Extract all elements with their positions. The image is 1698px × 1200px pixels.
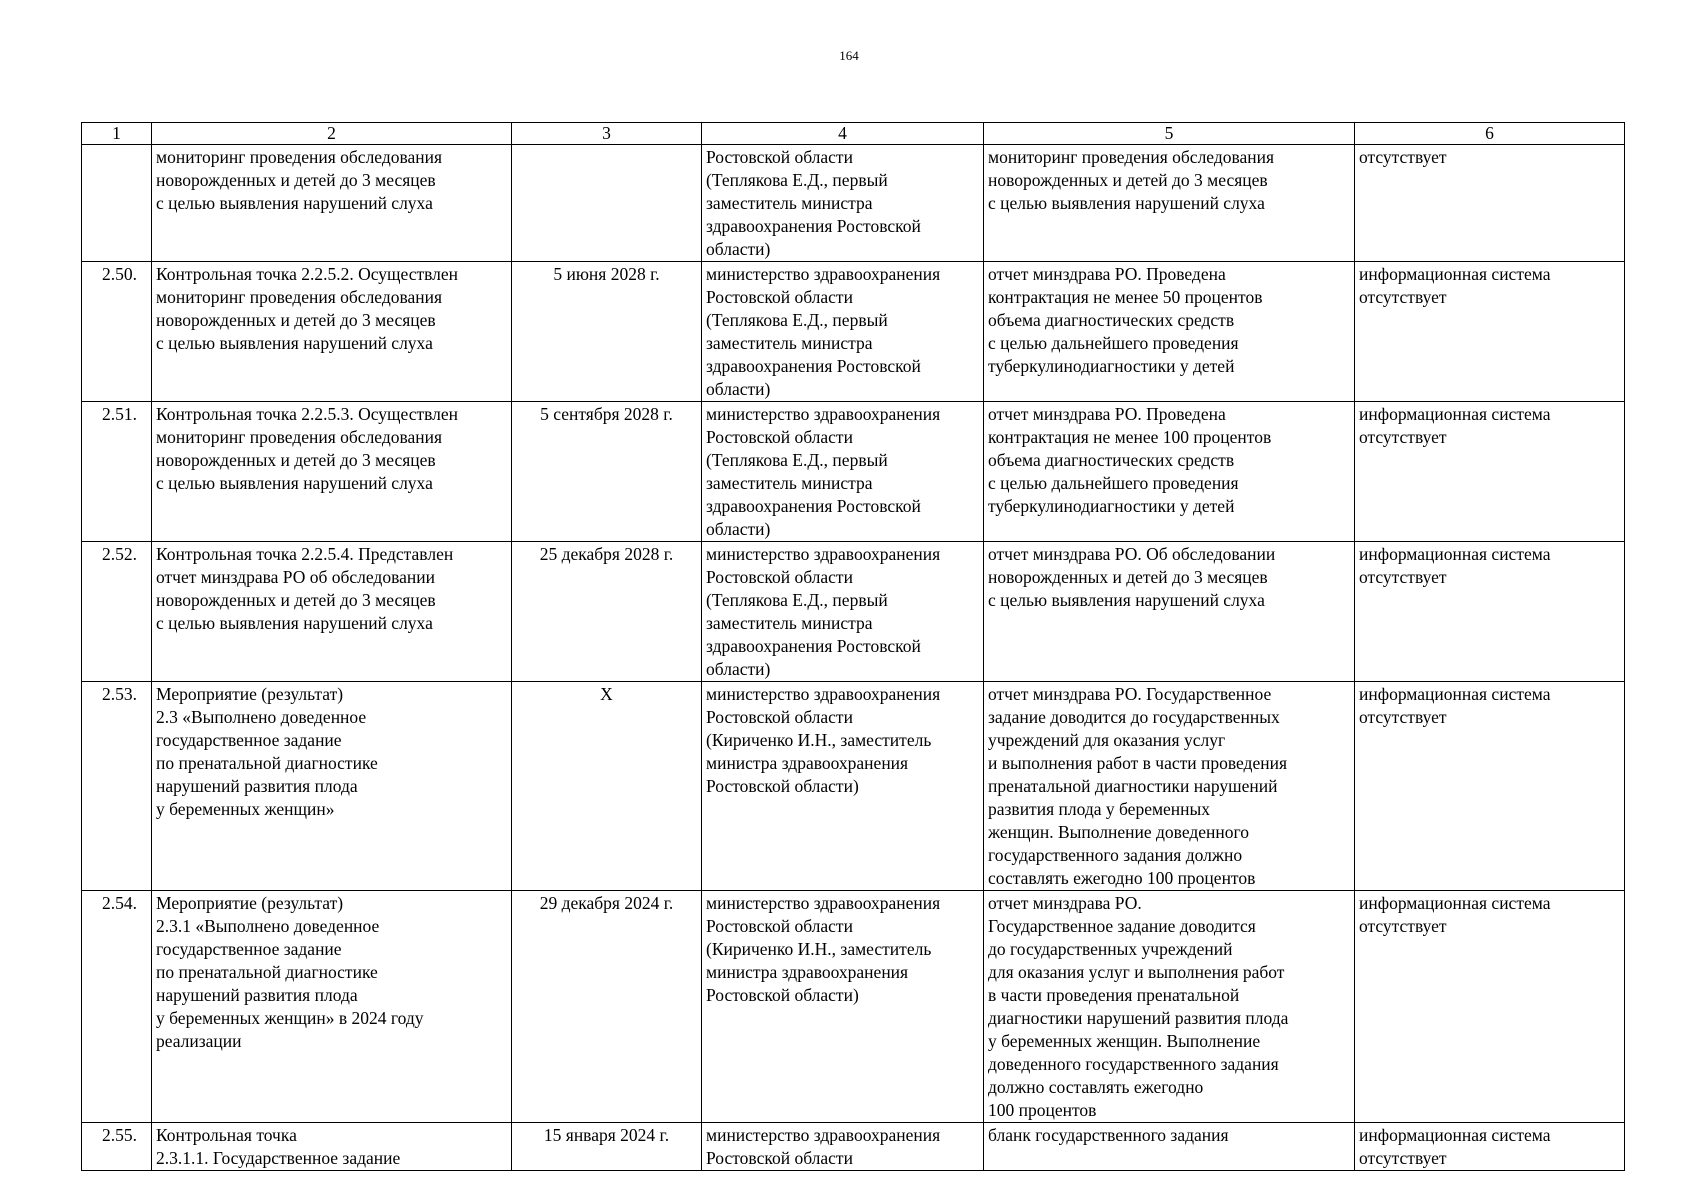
- row-number: 2.52.: [82, 542, 152, 682]
- row-document: отчет минздрава РО. Государственное задание доводится до государственных учреждений для оказания услуг и выполнения работ в части проведения пренатальной диагностики нарушений развития плода у беременных женщин. Выполнение доведенного государственного задания должно составлять ежегодно 100 процентов: [984, 682, 1355, 891]
- table-row: [82, 262, 1625, 402]
- row-responsible: министерство здравоохранения Ростовской области (Кириченко И.Н., заместитель министра здравоохранения Ростовской области): [702, 682, 984, 891]
- row-name: Контрольная точка 2.3.1.1. Государственное задание: [152, 1123, 512, 1171]
- row-name: Мероприятие (результат) 2.3 «Выполнено доведенное государственное задание по пренатальной диагностике нарушений развития плода у беременных женщин»: [152, 682, 512, 891]
- page-number: 164: [839, 48, 859, 63]
- table-row: [82, 402, 1625, 542]
- column-header: 2: [152, 123, 512, 145]
- column-header: 1: [82, 123, 152, 145]
- row-date: 25 декабря 2028 г.: [512, 542, 702, 682]
- column-header: 5: [984, 123, 1355, 145]
- table-row: [82, 145, 1625, 262]
- row-system: информационная система отсутствует: [1355, 891, 1625, 1123]
- row-system: информационная система отсутствует: [1355, 682, 1625, 891]
- table-row: [82, 1123, 1625, 1171]
- row-number: 2.51.: [82, 402, 152, 542]
- row-date: 5 июня 2028 г.: [512, 262, 702, 402]
- row-system: информационная система отсутствует: [1355, 1123, 1625, 1171]
- table-row: [82, 542, 1625, 682]
- table-row: [82, 682, 1625, 891]
- plan-table: [81, 122, 1625, 1171]
- table-row: [82, 891, 1625, 1123]
- row-system: отсутствует: [1355, 145, 1625, 262]
- row-document: отчет минздрава РО. Проведена контрактация не менее 100 процентов объема диагностических средств с целью дальнейшего проведения туберкулинодиагностики у детей: [984, 402, 1355, 542]
- row-number: 2.50.: [82, 262, 152, 402]
- table-header-row: [82, 123, 1625, 145]
- row-responsible: министерство здравоохранения Ростовской области (Теплякова Е.Д., первый заместитель министра здравоохранения Ростовской области): [702, 262, 984, 402]
- column-header: 3: [512, 123, 702, 145]
- row-name: Контрольная точка 2.2.5.4. Представлен отчет минздрава РО об обследовании новорожденных и детей до 3 месяцев с целью выявления нарушений слуха: [152, 542, 512, 682]
- column-header: 4: [702, 123, 984, 145]
- row-document: мониторинг проведения обследования новорожденных и детей до 3 месяцев с целью выявления нарушений слуха: [984, 145, 1355, 262]
- row-date: Х: [512, 682, 702, 891]
- row-number: 2.53.: [82, 682, 152, 891]
- row-document: отчет минздрава РО. Государственное задание доводится до государственных учреждений для оказания услуг и выполнения работ в части проведения пренатальной диагностики нарушений развития плода у беременных женщин. Выполнение доведенного государственного задания должно составлять ежегодно 100 процентов: [984, 891, 1355, 1123]
- row-responsible: министерство здравоохранения Ростовской области (Теплякова Е.Д., первый заместитель министра здравоохранения Ростовской области): [702, 542, 984, 682]
- row-number: 2.55.: [82, 1123, 152, 1171]
- row-number: 2.54.: [82, 891, 152, 1123]
- row-responsible: министерство здравоохранения Ростовской области (Теплякова Е.Д., первый заместитель министра здравоохранения Ростовской области): [702, 402, 984, 542]
- row-date: [512, 145, 702, 262]
- row-date: 29 декабря 2024 г.: [512, 891, 702, 1123]
- row-responsible: Ростовской области (Теплякова Е.Д., первый заместитель министра здравоохранения Ростовской области): [702, 145, 984, 262]
- row-number: [82, 145, 152, 262]
- row-responsible: министерство здравоохранения Ростовской области (Кириченко И.Н., заместитель министра здравоохранения Ростовской области): [702, 891, 984, 1123]
- row-date: 15 января 2024 г.: [512, 1123, 702, 1171]
- row-name: Контрольная точка 2.2.5.2. Осуществлен мониторинг проведения обследования новорожденных и детей до 3 месяцев с целью выявления нарушений слуха: [152, 262, 512, 402]
- row-system: информационная система отсутствует: [1355, 402, 1625, 542]
- row-name: Контрольная точка 2.2.5.3. Осуществлен мониторинг проведения обследования новорожденных и детей до 3 месяцев с целью выявления нарушений слуха: [152, 402, 512, 542]
- row-document: бланк государственного задания: [984, 1123, 1355, 1171]
- row-name: Мероприятие (результат) 2.3.1 «Выполнено доведенное государственное задание по пренатальной диагностике нарушений развития плода у беременных женщин» в 2024 году реализации: [152, 891, 512, 1123]
- row-name: мониторинг проведения обследования новорожденных и детей до 3 месяцев с целью выявления нарушений слуха: [152, 145, 512, 262]
- column-header: 6: [1355, 123, 1625, 145]
- row-document: отчет минздрава РО. Об обследовании новорожденных и детей до 3 месяцев с целью выявления нарушений слуха: [984, 542, 1355, 682]
- row-system: информационная система отсутствует: [1355, 262, 1625, 402]
- row-system: информационная система отсутствует: [1355, 542, 1625, 682]
- row-document: отчет минздрава РО. Проведена контрактация не менее 50 процентов объема диагностических средств с целью дальнейшего проведения туберкулинодиагностики у детей: [984, 262, 1355, 402]
- row-date: 5 сентября 2028 г.: [512, 402, 702, 542]
- row-responsible: министерство здравоохранения Ростовской области: [702, 1123, 984, 1171]
